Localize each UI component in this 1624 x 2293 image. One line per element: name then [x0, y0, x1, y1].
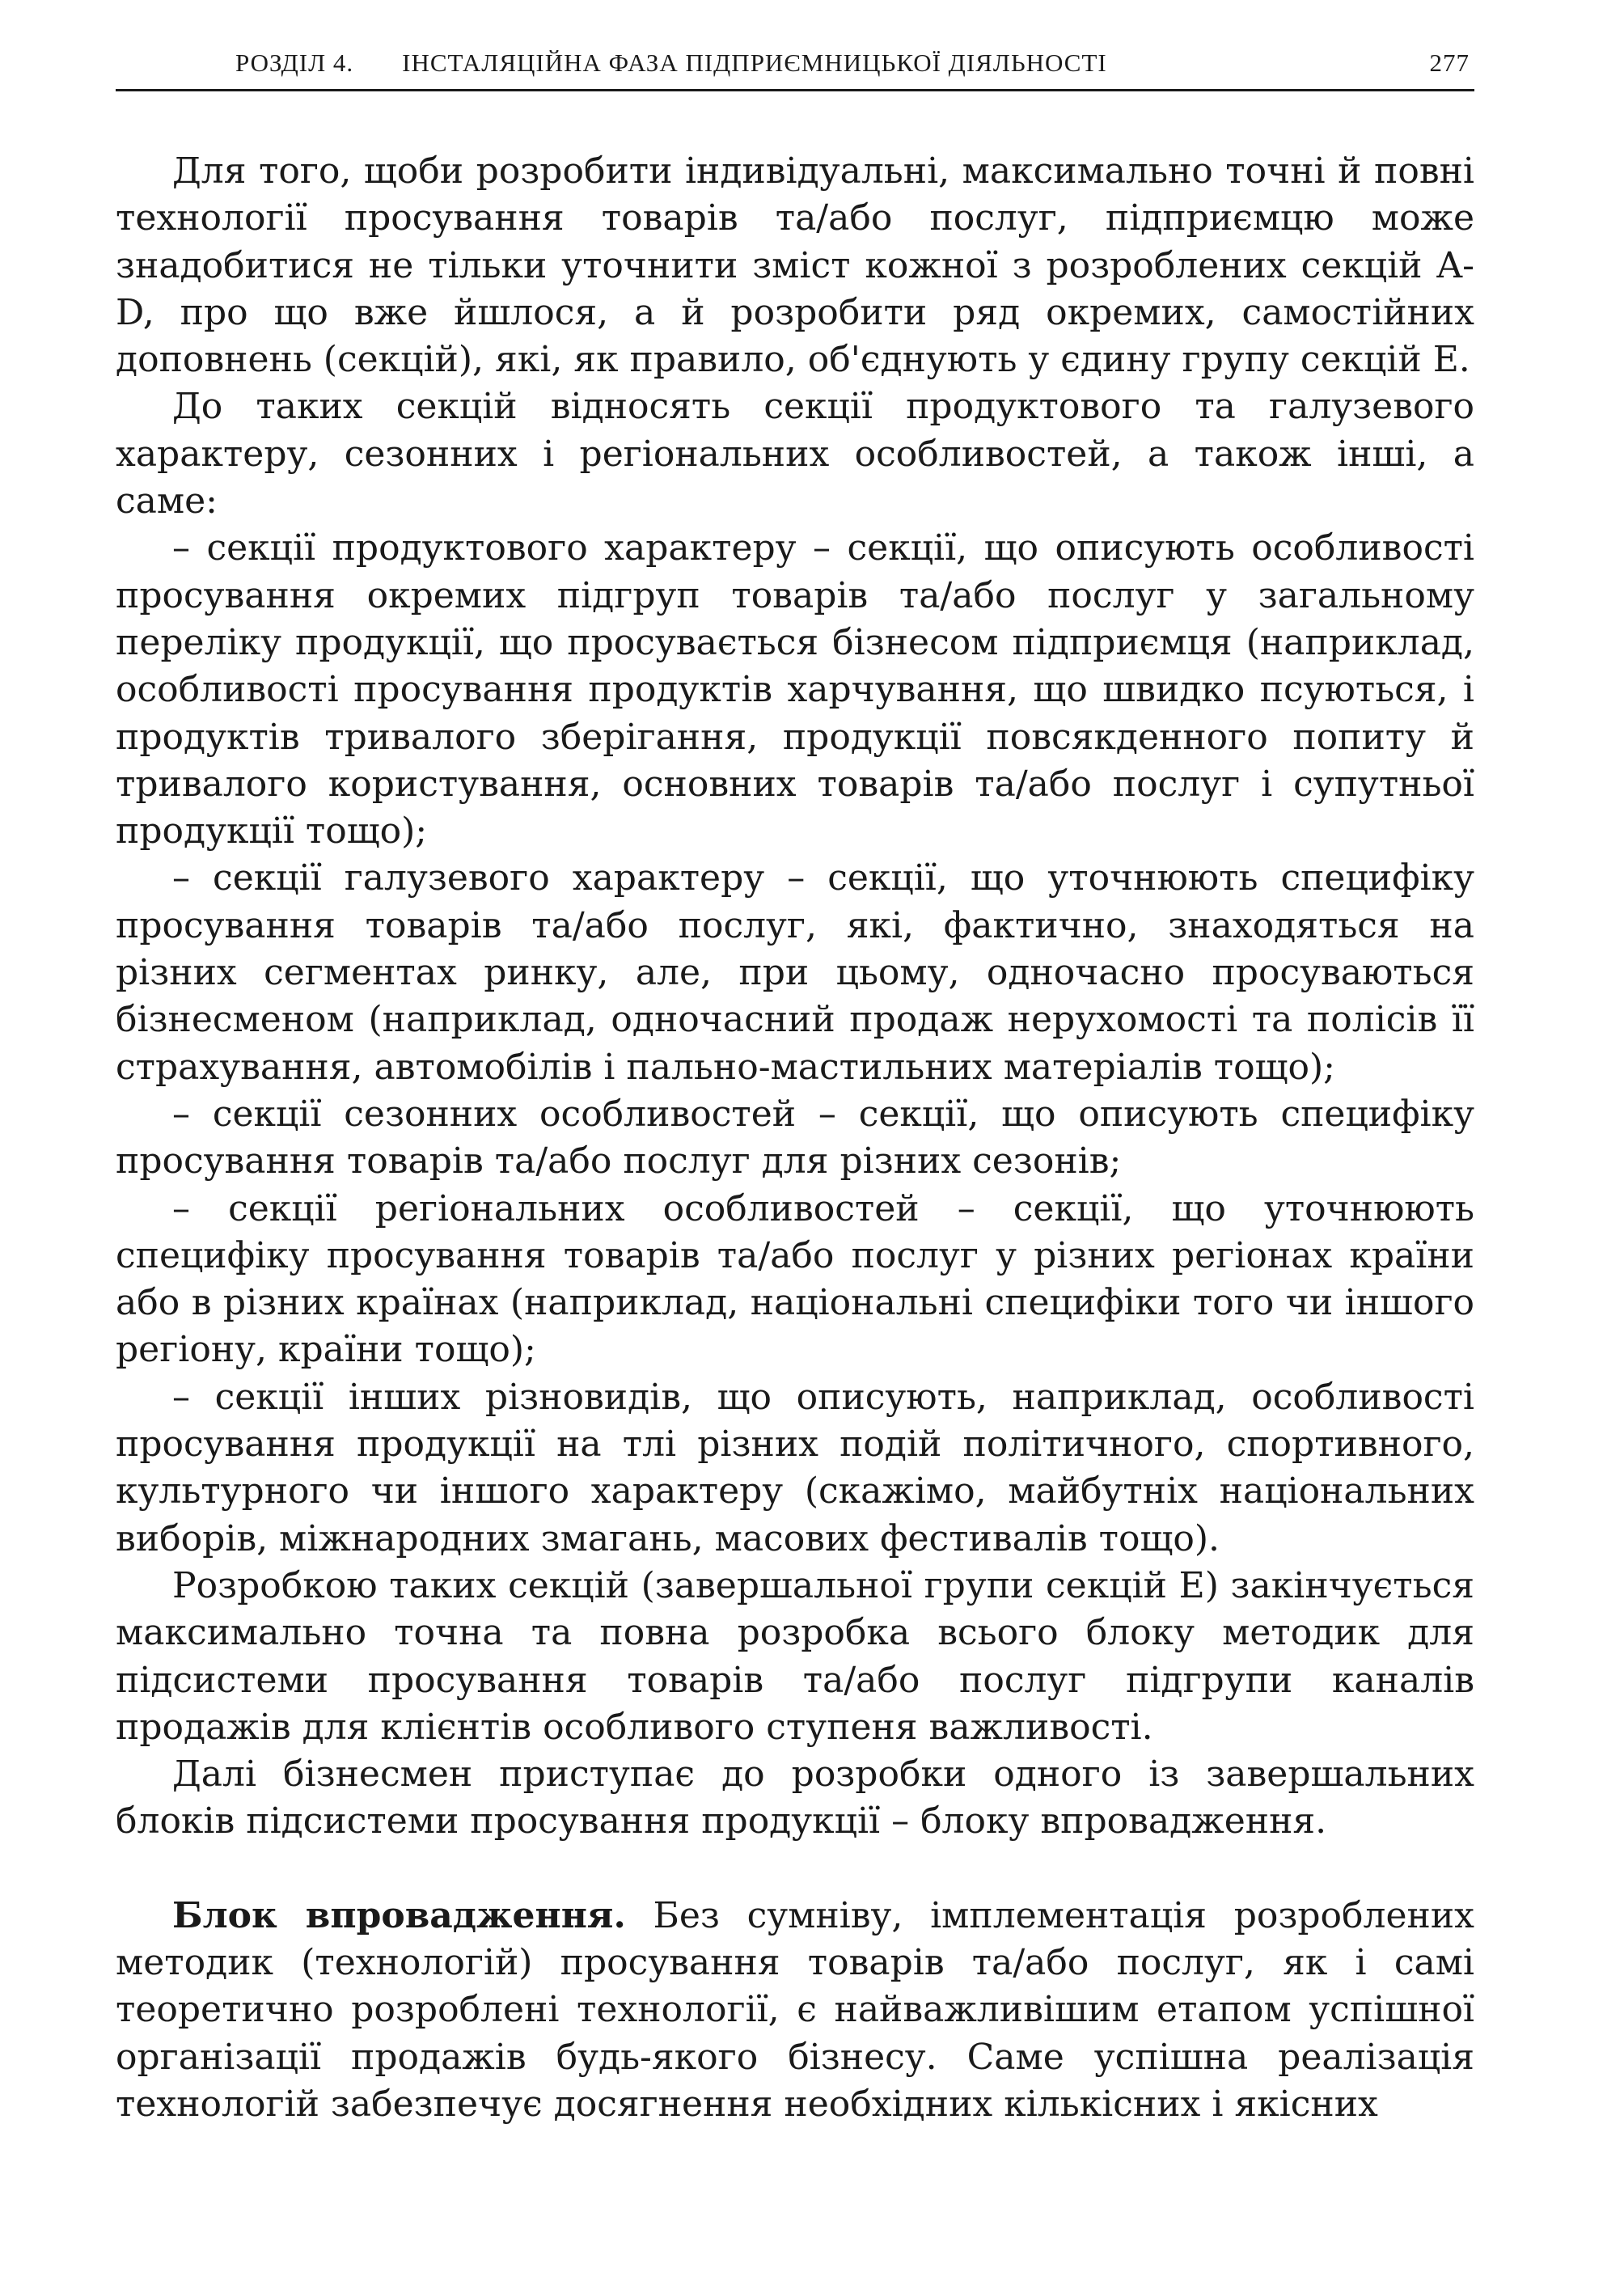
- list-item: – секції продуктового характеру – секції, що описують особливості просування окремих підгруп товарів та/або послуг у загальному переліку продукції, що просувається бізнесом підприємця (наприклад, особливості просування продуктів харчування, що швидко псуються, і продуктів тривалого зберігання, продукції повсякденного попиту й тривалого користування, основних товарів та/або послуг і супутньої продукції тощо);: [116, 527, 1474, 852]
- page-number: 277: [1429, 49, 1470, 77]
- paragraph: Розробкою таких секцій (завершальної групи секцій Е) закінчується максимально точна та повна розробка всього блоку методик для підсистеми просування товарів та/або послуг підгрупи каналів продажів для клієнтів особливого ступеня важливості.: [116, 1564, 1474, 1748]
- section-paragraph: [116, 1893, 1474, 2128]
- paragraph: Для того, щоби розробити індивідуальні, максимально точні й повні технології просування товарів та/або послуг, підприємцю може знадобитися не тільки уточнити зміст кожної з розроблених секцій A-D, про що вже йшлося, а й розробити ряд окремих, самостійних доповнень (секцій), які, як правило, об'єднують у єдину групу секцій Е.: [116, 150, 1474, 381]
- running-header: [116, 49, 1474, 91]
- list-item: – секції інших різновидів, що описують, наприклад, особливості просування продукції на тлі різних подій політичного, спортивного, культурного чи іншого характеру (скажімо, майбутніх національних виборів, міжнародних змагань, масових фестивалів тощо).: [116, 1376, 1474, 1559]
- list-item: – секції сезонних особливостей – секції, що описують специфіку просування товарів та/або послуг для різних сезонів;: [116, 1093, 1474, 1182]
- section-text: Без сумніву, імплементація розроблених методик (технологій) просування товарів та/або послуг, як і самі теоретично розроблені технології, є найважливішим етапом успішної організації продажів будь-якого бізнесу. Саме успішна реалізація технологій забезпечує досягнення необхідних кількісних і якісних: [116, 1894, 1474, 2125]
- paragraph: До таких секцій відносять секції продуктового та галузевого характеру, сезонних і регіональних особливостей, а також інші, а саме:: [116, 386, 1474, 522]
- body-text: [116, 148, 1474, 2128]
- section-gap: [116, 1846, 1474, 1893]
- paragraph: Далі бізнесмен приступає до розробки одного із завершальних блоків підсистеми просування продукції – блоку впровадження.: [116, 1754, 1474, 1842]
- list-item: – секції регіональних особливостей – секції, що уточнюють специфіку просування товарів та/або послуг у різних регіонах країни або в різних країнах (наприклад, національні специфіки того чи іншого регіону, країни тощо);: [116, 1187, 1474, 1371]
- chapter-label: РОЗДІЛ 4.: [235, 49, 354, 77]
- section-heading: Блок впровадження.: [172, 1894, 626, 1936]
- chapter-title: ІНСТАЛЯЦІЙНА ФАЗА ПІДПРИЄМНИЦЬКОЇ ДІЯЛЬНОСТІ: [402, 49, 1107, 77]
- book-page: [116, 49, 1474, 2128]
- list-item: – секції галузевого характеру – секції, що уточнюють специфіку просування товарів та/або послуг, які, фактично, знаходяться на різних сегментах ринку, але, при цьому, одночасно просуваються бізнесменом (наприклад, одночасний продаж нерухомості та полісів її страхування, автомобілів і пально-мастильних матеріалів тощо);: [116, 857, 1474, 1088]
